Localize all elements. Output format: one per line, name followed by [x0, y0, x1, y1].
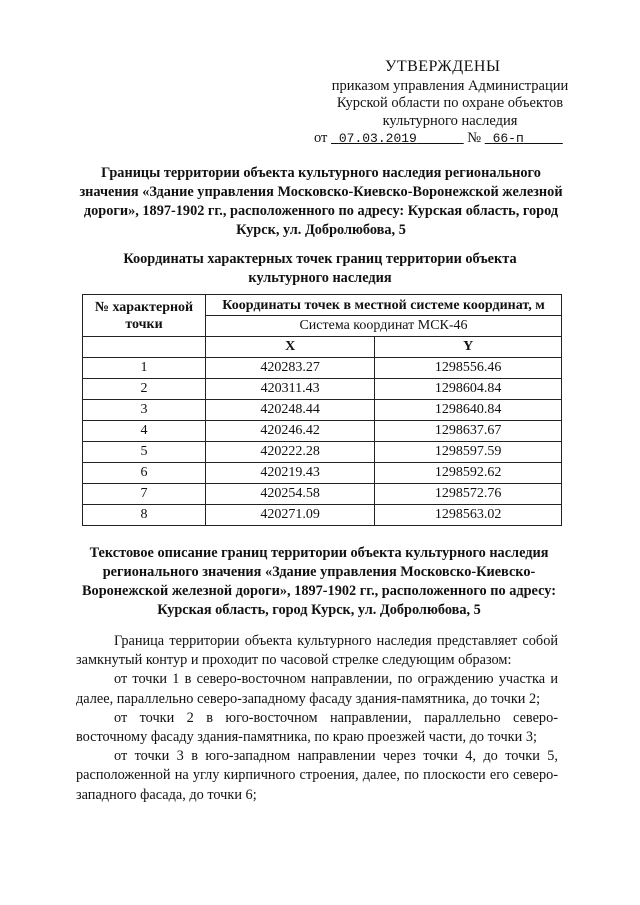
y-value-cell: 1298592.62 — [375, 463, 562, 484]
coordinates-title: Координаты характерных точек границ территории объекта культурного наследия — [123, 251, 517, 286]
table-row — [83, 421, 562, 442]
table-row — [83, 358, 562, 379]
x-value-cell: 420271.09 — [206, 505, 375, 526]
col-point-number-header: № характерной точки — [83, 295, 206, 337]
approval-heading: УТВЕРЖДЕНЫ — [385, 58, 501, 75]
empty-header-cell — [83, 337, 206, 358]
point-number-cell: 7 — [83, 484, 206, 505]
point-number-cell: 8 — [83, 505, 206, 526]
y-value-cell: 1298597.59 — [375, 442, 562, 463]
x-value-cell: 420283.27 — [206, 358, 375, 379]
x-value-cell: 420219.43 — [206, 463, 375, 484]
approval-line-1: приказом управления Администрации — [331, 77, 569, 94]
x-value-cell: 420246.42 — [206, 421, 375, 442]
x-header: X — [206, 337, 375, 358]
x-value-cell: 420222.28 — [206, 442, 375, 463]
x-value-cell: 420311.43 — [206, 379, 375, 400]
order-number: 66-п — [492, 131, 524, 146]
x-value-cell: 420254.58 — [206, 484, 375, 505]
y-value-cell: 1298572.76 — [375, 484, 562, 505]
table-row — [83, 400, 562, 421]
table-row — [83, 379, 562, 400]
point-number-cell: 4 — [83, 421, 206, 442]
approval-block — [300, 58, 600, 148]
y-value-cell: 1298563.02 — [375, 505, 562, 526]
approval-line-3: культурного наследия — [382, 112, 518, 129]
paragraph: от точки 2 в юго-восточном направлении, параллельно северо-восточному фасаду здания-памятника, по краю проезжей части, до точки 3; — [76, 709, 558, 746]
y-value-cell: 1298640.84 — [375, 400, 562, 421]
point-number-cell: 2 — [83, 379, 206, 400]
y-value-cell: 1298637.67 — [375, 421, 562, 442]
paragraph: Граница территории объекта культурного наследия представляет собой замкнутый контур и проходит по часовой стрелке следующим образом: — [76, 633, 558, 669]
table-row — [83, 463, 562, 484]
y-value-cell: 1298556.46 — [375, 358, 562, 379]
table-row — [83, 484, 562, 505]
paragraph: от точки 1 в северо-восточном направлении, по ограждению участка и далее, параллельно северо-западному фасаду здания-памятника, до точки 2; — [76, 671, 558, 707]
order-date-number — [300, 130, 600, 148]
number-label: № — [467, 130, 482, 146]
coordinate-system-label: Система координат МСК-46 — [206, 316, 562, 337]
y-value-cell: 1298604.84 — [375, 379, 562, 400]
col-coordinates-header: Координаты точек в местной системе координат, м — [206, 295, 562, 316]
point-number-cell: 3 — [83, 400, 206, 421]
y-header: Y — [375, 337, 562, 358]
from-label: от — [314, 130, 328, 146]
table-row — [83, 442, 562, 463]
approval-line-2: Курской области по охране объектов — [336, 95, 564, 111]
point-number-cell: 1 — [83, 358, 206, 379]
description-title: Текстовое описание границ территории объекта культурного наследия регионального значения «Здание управления Московско-Киевско-Воронежской железной дороги», 1897-1902 гг., расположенного по адресу: Курская область, город Курск, ул. Добролюбова, 5 — [82, 545, 556, 618]
description-body — [76, 632, 558, 805]
point-number-cell: 6 — [83, 463, 206, 484]
coordinates-table — [82, 294, 562, 526]
x-value-cell: 420248.44 — [206, 400, 375, 421]
paragraph: от точки 3 в юго-западном направлении через точки 4, до точки 5, расположенной на углу кирпичного строения, далее, по плоскости его северо-западного фасада, до точки 6; — [76, 748, 558, 803]
document-title: Границы территории объекта культурного наследия регионального значения «Здание управления Московско-Киевско-Воронежской железной дороги», 1897-1902 гг., расположенного по адресу: Курская область, город Курск, ул. Добролюбова, 5 — [79, 165, 563, 238]
point-number-cell: 5 — [83, 442, 206, 463]
table-row — [83, 505, 562, 526]
order-date: 07.03.2019 — [338, 131, 417, 146]
